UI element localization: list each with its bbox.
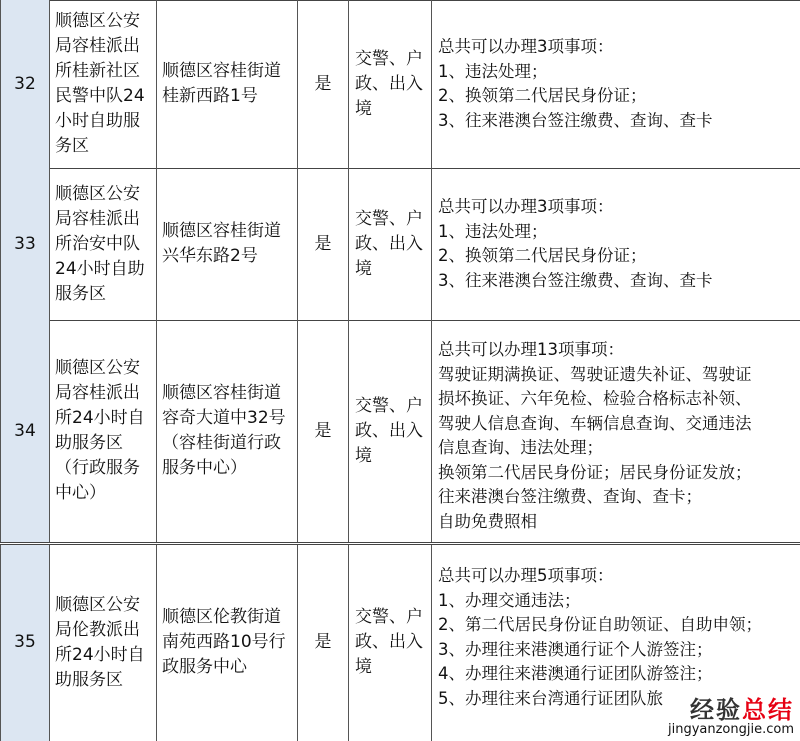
watermark-brand: 经验总结 (690, 696, 794, 725)
table-row (0, 0, 800, 168)
row-number-cell: 34 (0, 320, 50, 542)
items-cell: 总共可以办理13项事项： 驾驶证期满换证、驾驶证遗失补证、驾驶证 损坏换证、六年免检、检验合格标志补领、 驾驶人信息查询、车辆信息查询、交通违法 信息查询、违法处理； 换领第二代居民身份证；居民身份证发放； 往来港澳台签注缴费、查询、查卡； 自助免费照相 (438, 340, 752, 531)
is-24h-cell: 是 (298, 0, 349, 168)
watermark-logo (668, 698, 794, 737)
service-types-cell: 交警、户 政、出入 境 (349, 544, 432, 741)
service-area-name-cell: 顺德区公安 局容桂派出 所治安中队 24小时自助 服务区 (50, 168, 157, 320)
row-number-cell: 35 (0, 544, 50, 741)
table-row (0, 168, 800, 320)
service-area-name-cell: 顺德区公安 局伦教派出 所24小时自 助服务区 (50, 544, 157, 741)
service-types-cell: 交警、户 政、出入 境 (349, 168, 432, 320)
service-area-name-cell: 顺德区公安 局容桂派出 所24小时自 助服务区 （行政服务 中心） (50, 320, 157, 542)
watermark-url: jingyanzongjie.com (667, 722, 794, 738)
items-cell: 总共可以办理3项事项： 1、违法处理； 2、换领第二代居民身份证； 3、往来港澳台签注缴费、查询、查卡 (438, 197, 713, 290)
items-cell: 总共可以办理5项事项： 1、办理交通违法； 2、第二代居民身份证自助领证、自助申领； 3、办理往来港澳通行证个人游签注； 4、办理往来港澳通行证团队游签注； 5、办理往来台湾通行证团队旅 (438, 566, 762, 708)
is-24h-cell: 是 (298, 168, 349, 320)
is-24h-cell: 是 (298, 320, 349, 542)
items-cell: 总共可以办理3项事项： 1、违法处理； 2、换领第二代居民身份证； 3、往来港澳台签注缴费、查询、查卡 (438, 37, 713, 130)
table-row (0, 320, 800, 542)
service-types-cell: 交警、户 政、出入 境 (349, 0, 432, 168)
row-divider (0, 544, 800, 545)
address-cell: 顺德区容桂街道 桂新西路1号 (157, 0, 298, 168)
service-area-name-cell: 顺德区公安 局容桂派出 所桂新社区 民警中队24 小时自助服 务区 (50, 0, 157, 168)
address-cell: 顺德区容桂街道 兴华东路2号 (157, 168, 298, 320)
service-types-cell: 交警、户 政、出入 境 (349, 320, 432, 542)
address-cell: 顺德区伦教街道 南苑西路10号行 政服务中心 (157, 544, 298, 741)
address-cell: 顺德区容桂街道 容奇大道中32号 （容桂街道行政 服务中心） (157, 320, 298, 542)
row-number-cell: 33 (0, 168, 50, 320)
is-24h-cell: 是 (298, 544, 349, 741)
row-number-cell: 32 (0, 0, 50, 168)
row-divider (0, 542, 800, 543)
